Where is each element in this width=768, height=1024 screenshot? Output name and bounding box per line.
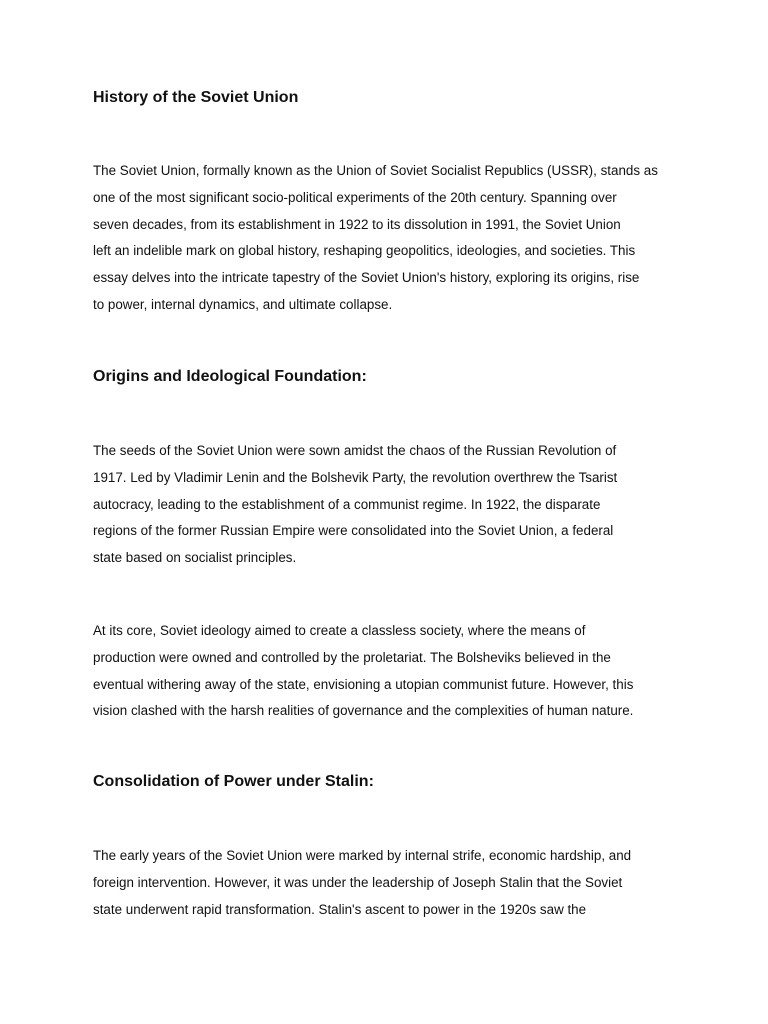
section-heading-origins: Origins and Ideological Foundation: bbox=[93, 368, 367, 385]
paragraph-line: production were owned and controlled by the proletariat. The Bolsheviks believed in the bbox=[93, 649, 611, 665]
paragraph-line: The early years of the Soviet Union were marked by internal strife, economic hardship, and bbox=[93, 848, 632, 863]
paragraph-line: At its core, Soviet ideology aimed to create a classless society, where the means of bbox=[93, 623, 586, 638]
paragraph-line: The Soviet Union, formally known as the Union of Soviet Socialist Republics (USSR), stands as bbox=[93, 163, 658, 178]
paragraph-line: state based on socialist principles. bbox=[93, 550, 297, 565]
paragraph-line: seven decades, from its establishment in 1922 to its dissolution in 1991, the Soviet Union bbox=[93, 216, 621, 232]
document-title: History of the Soviet Union bbox=[93, 89, 299, 106]
origins-paragraph-2 bbox=[93, 618, 683, 725]
paragraph-line: state underwent rapid transformation. Stalin's ascent to power in the 1920s saw the bbox=[93, 901, 587, 917]
paragraph-line: eventual withering away of the state, envisioning a utopian communist future. However, this bbox=[93, 676, 634, 692]
stalin-paragraph-1 bbox=[93, 843, 683, 923]
paragraph-line: regions of the former Russian Empire were consolidated into the Soviet Union, a federal bbox=[93, 523, 614, 539]
paragraph-line: vision clashed with the harsh realities of governance and the complexities of human nature. bbox=[93, 703, 634, 719]
intro-paragraph bbox=[93, 158, 683, 319]
paragraph-line: one of the most significant socio-political experiments of the 20th century. Spanning over bbox=[93, 189, 617, 205]
paragraph-line: to power, internal dynamics, and ultimate collapse. bbox=[93, 296, 393, 312]
paragraph-line: foreign intervention. However, it was under the leadership of Joseph Stalin that the Soviet bbox=[93, 874, 623, 890]
paragraph-line: essay delves into the intricate tapestry of the Soviet Union's history, exploring its origins, rise bbox=[93, 270, 640, 285]
paragraph-line: autocracy, leading to the establishment of a communist regime. In 1922, the disparate bbox=[93, 496, 601, 512]
section-heading-stalin: Consolidation of Power under Stalin: bbox=[93, 773, 374, 790]
paragraph-line: left an indelible mark on global history, reshaping geopolitics, ideologies, and societies. This bbox=[93, 243, 636, 259]
paragraph-line: 1917. Led by Vladimir Lenin and the Bolshevik Party, the revolution overthrew the Tsarist bbox=[93, 469, 618, 485]
origins-paragraph-1 bbox=[93, 438, 683, 572]
paragraph-line: The seeds of the Soviet Union were sown amidst the chaos of the Russian Revolution of bbox=[93, 443, 617, 458]
